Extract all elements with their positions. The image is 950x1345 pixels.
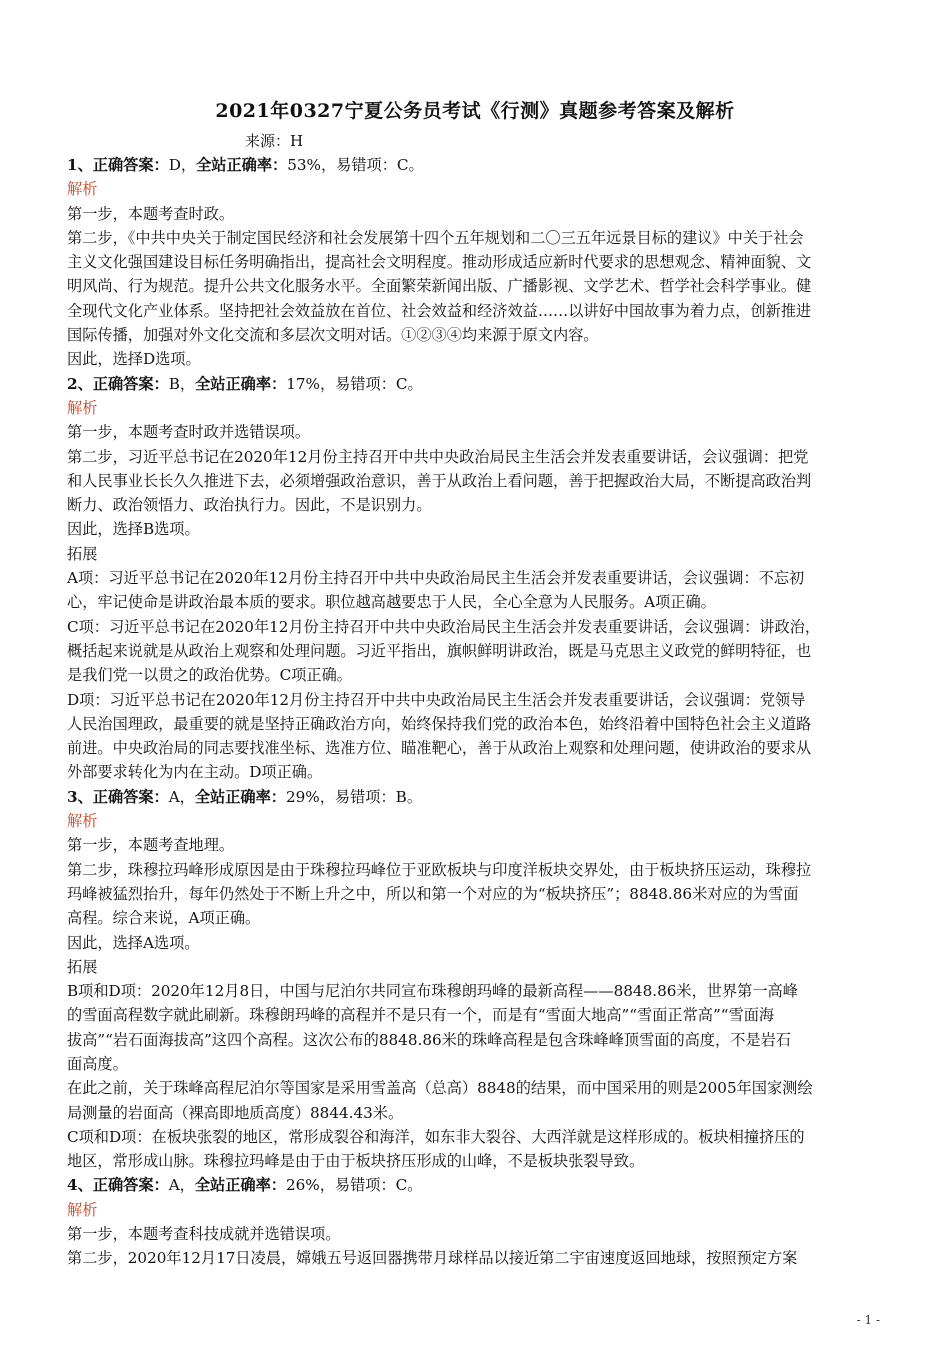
paragraph-line: 概括起来说就是从政治上观察和处理问题。习近平指出，旗帜鲜明讲政治，既是马克思主义政党的鲜明特征，也 (67, 641, 812, 660)
paragraph-line: 第二步，《中共中央关于制定国民经济和社会发展第十四个五年规划和二〇三五年远景目标的建议》中关于社会 (67, 228, 804, 247)
paragraph-line: C项：习近平总书记在2020年12月份主持召开中共中央政治局民主生活会并发表重要讲话，会议强调：讲政治， (67, 617, 821, 636)
paragraph-line: 主义文化强国建设目标任务明确指出，提高社会文明程度。推动形成适应新时代要求的思想观念、精神面貌、文 (67, 253, 812, 272)
paragraph-line: 国际传播，加强对外文化交流和多层次文明对话。①②③④均来源于原文内容。 (67, 326, 599, 345)
paragraph-line: 心，牢记使命是讲政治最本质的要求。职位越高越要忠于人民，全心全意为人民服务。A项正确。 (67, 593, 716, 612)
answer-label: 1、正确答案： (67, 156, 169, 174)
page-number: - 1 - (856, 1313, 880, 1327)
paragraph-line: 第二步，2020年12月17日凌晨，嫦娥五号返回器携带月球样品以接近第二宇宙速度返回地球，按照预定方案 (67, 1249, 798, 1268)
paragraph-line: 因此，选择A选项。 (67, 933, 200, 952)
document-body (67, 153, 887, 1271)
paragraph-line: 第二步，珠穆拉玛峰形成原因是由于珠穆拉玛峰位于亚欧板块与印度洋板块交界处，由于板块挤压运动，珠穆拉 (67, 860, 812, 879)
answer-label: 4、正确答案： (67, 1176, 169, 1195)
extension-heading: 拓展 (67, 957, 98, 976)
paragraph-line: A项：习近平总书记在2020年12月份主持召开中共中央政治局民主生活会并发表重要讲话，会议强调：不忘初 (67, 569, 805, 588)
answer-value: B， (168, 374, 196, 393)
paragraph-line: 和人民事业长长久久推进下去，必须增强政治意识，善于从政治上看问题，善于把握政治大局，不断提高政治判 (67, 471, 812, 490)
paragraph-line: 局测量的岩面高（裸高即地质高度）8844.43米。 (67, 1103, 404, 1122)
paragraph-line: 高程。综合来说，A项正确。 (67, 909, 261, 928)
paragraph-line: 地区，常形成山脉。珠穆拉玛峰是由于由于板块挤压形成的山峰，不是板块张裂导致。 (67, 1152, 645, 1171)
answer-value: D， (168, 156, 197, 174)
paragraph-line: 全现代文化产业体系。坚持把社会效益放在首位、社会效益和经济效益……以讲好中国故事为着力点，创新推进 (67, 301, 812, 320)
answer-label: 2、正确答案： (67, 374, 169, 393)
analysis-heading: 解析 (67, 180, 98, 199)
paragraph-line: 第一步，本题考查时政。 (67, 204, 235, 223)
paragraph-line: D项：习近平总书记在2020年12月份主持召开中共中央政治局民主生活会并发表重要讲话，会议强调：党领导 (67, 690, 806, 709)
paragraph-line: B项和D项：2020年12月8日，中国与尼泊尔共同宣布珠穆朗玛峰的最新高程——8848.86米，世界第一高峰 (67, 982, 798, 1001)
paragraph-line: 人民治国理政，最重要的就是坚持正确政治方向，始终保持我们党的政治本色，始终沿着中国特色社会主义道路 (67, 714, 812, 733)
paragraph-line: 前进。中央政治局的同志要找准坐标、选准方位、瞄准靶心，善于从政治上观察和处理问题，使讲政治的要求从 (67, 739, 812, 758)
paragraph-line: 的雪面高程数字就此刷新。珠穆朗玛峰的高程并不是只有一个，而是有“雪面大地高”“雪面正常高”“雪面海 (67, 1006, 775, 1025)
extension-heading: 拓展 (67, 544, 98, 563)
analysis-heading: 解析 (67, 1200, 98, 1219)
rate-label: 全站正确率： (196, 156, 288, 174)
rate-value: 29%，易错项：B。 (285, 787, 423, 806)
paragraph-line: C项和D项：在板块张裂的地区，常形成裂谷和海洋，如东非大裂谷、大西洋就是这样形成的。板块相撞挤压的 (67, 1127, 805, 1146)
paragraph-line: 在此之前，关于珠峰高程尼泊尔等国家是采用雪盖高（总高）8848的结果，而中国采用的则是2005年国家测绘 (67, 1079, 813, 1098)
paragraph-line: 面高度。 (67, 1054, 128, 1073)
question-3-answer-line (67, 785, 887, 809)
document-title: 2021年0327宁夏公务员考试《行测》真题参考答案及解析 (215, 100, 735, 122)
answer-value: A， (168, 787, 195, 806)
paragraph-line: 玛峰被猛烈抬升，每年仍然处于不断上升之中，所以和第一个对应的为“板块挤压”；8848.86米对应的为雪面 (67, 884, 799, 903)
rate-label: 全站正确率： (195, 374, 287, 393)
document-source: 来源：H (245, 132, 304, 150)
question-1-answer-line (67, 153, 887, 177)
paragraph-line: 因此，选择B选项。 (67, 520, 200, 539)
rate-label: 全站正确率： (194, 1176, 286, 1195)
rate-value: 17%，易错项：C。 (286, 374, 423, 393)
analysis-heading: 解析 (67, 398, 98, 417)
answer-value: A， (168, 1176, 195, 1195)
question-2-answer-line (67, 372, 887, 396)
paragraph-line: 第一步，本题考查科技成就并选错误项。 (67, 1225, 341, 1244)
rate-label: 全站正确率： (194, 787, 286, 806)
answer-label: 3、正确答案： (67, 787, 169, 806)
question-4-answer-line (67, 1173, 887, 1197)
paragraph-line: 外部要求转化为内在主动。D项正确。 (67, 763, 323, 782)
paragraph-line: 第一步，本题考查时政并选错误项。 (67, 423, 310, 442)
paragraph-line: 第二步，习近平总书记在2020年12月份主持召开中共中央政治局民主生活会并发表重要讲话，会议强调：把党 (67, 447, 809, 466)
analysis-heading: 解析 (67, 812, 98, 831)
paragraph-line: 断力、政治领悟力、政治执行力。因此，不是识别力。 (67, 496, 432, 515)
paragraph-line: 因此，选择D选项。 (67, 350, 201, 369)
rate-value: 53%，易错项：C。 (287, 156, 424, 174)
paragraph-line: 明风尚、行为规范。提升公共文化服务水平。全面繁荣新闻出版、广播影视、文学艺术、哲学社会科学事业。健 (67, 277, 812, 296)
paragraph-line: 是我们党一以贯之的政治优势。C项正确。 (67, 666, 352, 685)
paragraph-line: 拔高”“岩石面海拔高”这四个高程。这次公布的8848.86米的珠峰高程是包含珠峰峰顶雪面的高度，不是岩石 (67, 1030, 791, 1049)
rate-value: 26%，易错项：C。 (285, 1176, 423, 1195)
paragraph-line: 第一步，本题考查地理。 (67, 836, 235, 855)
